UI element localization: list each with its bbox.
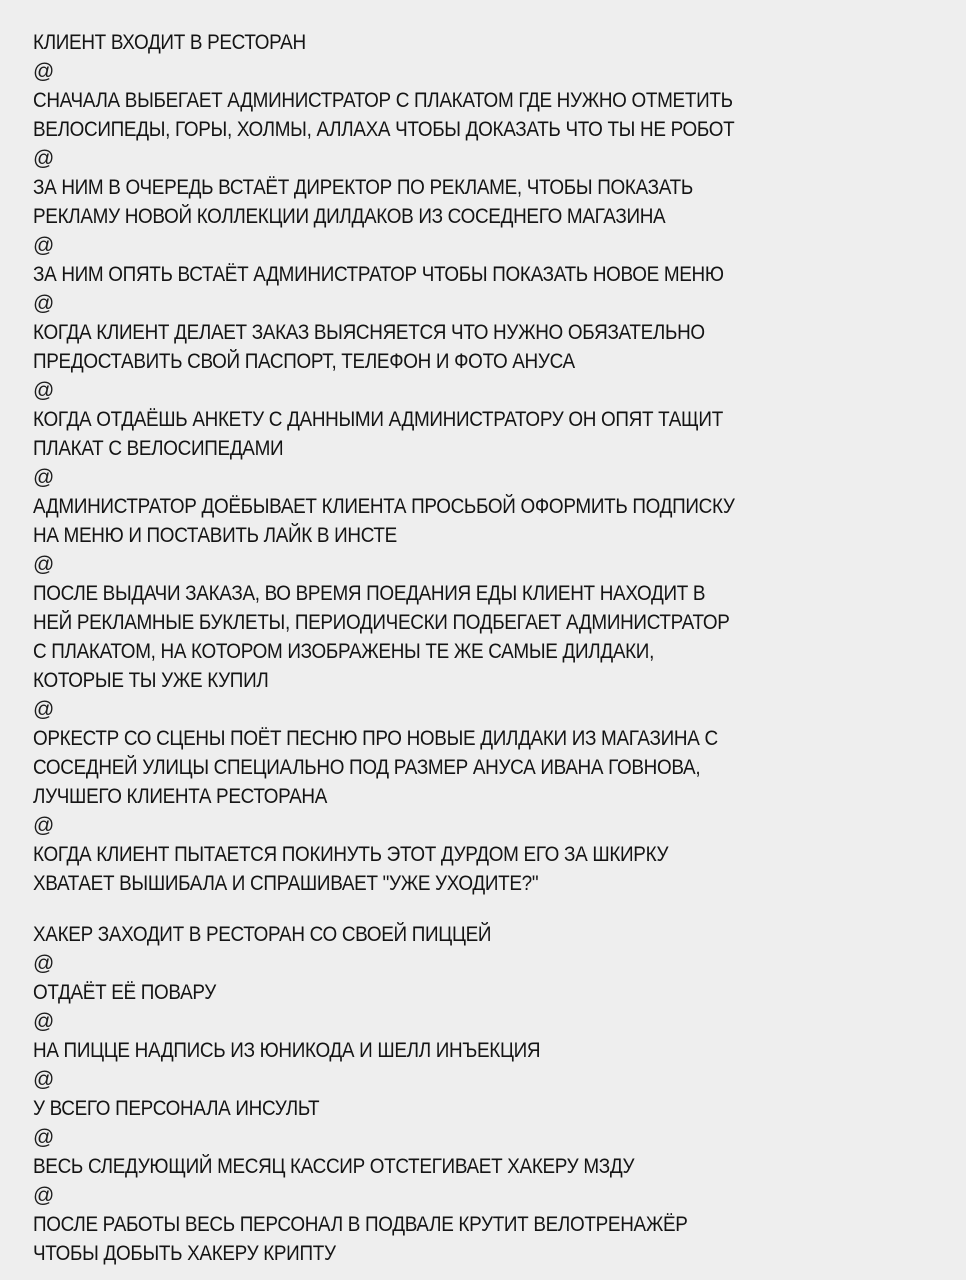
paragraph bbox=[33, 1210, 940, 1268]
text-line: ВЕСЬ СЛЕДУЮЩИЙ МЕСЯЦ КАССИР ОТСТЕГИВАЕТ ХАКЕРУ МЗДУ bbox=[33, 1155, 635, 1178]
separator-at: @ bbox=[33, 952, 55, 975]
text-line: НЕЙ РЕКЛАМНЫЕ БУКЛЕТЫ, ПЕРИОДИЧЕСКИ ПОДБЕГАЕТ АДМИНИСТРАТОР bbox=[33, 611, 730, 634]
separator-at: @ bbox=[33, 379, 55, 402]
text-line: ХВАТАЕТ ВЫШИБАЛА И СПРАШИВАЕТ "УЖЕ УХОДИТЕ?" bbox=[33, 872, 539, 895]
text-line: РЕКЛАМУ НОВОЙ КОЛЛЕКЦИИ ДИЛДАКОВ ИЗ СОСЕДНЕГО МАГАЗИНА bbox=[33, 205, 666, 228]
story-title: ХАКЕР ЗАХОДИТ В РЕСТОРАН СО СВОЕЙ ПИЦЦЕЙ bbox=[33, 923, 492, 946]
text-line: КОГДА ОТДАЁШЬ АНКЕТУ С ДАННЫМИ АДМИНИСТРАТОРУ ОН ОПЯТ ТАЩИТ bbox=[33, 408, 723, 431]
paragraph bbox=[33, 840, 940, 898]
separator-at: @ bbox=[33, 60, 55, 83]
separator-at: @ bbox=[33, 553, 55, 576]
story-title: КЛИЕНТ ВХОДИТ В РЕСТОРАН bbox=[33, 31, 306, 54]
text-line: СОСЕДНЕЙ УЛИЦЫ СПЕЦИАЛЬНО ПОД РАЗМЕР АНУСА ИВАНА ГОВНОВА, bbox=[33, 756, 701, 779]
text-line: ЛУЧШЕГО КЛИЕНТА РЕСТОРАНА bbox=[33, 785, 328, 808]
paragraph bbox=[33, 260, 940, 289]
paragraph bbox=[33, 1152, 940, 1181]
text-line: ЗА НИМ В ОЧЕРЕДЬ ВСТАЁТ ДИРЕКТОР ПО РЕКЛАМЕ, ЧТОБЫ ПОКАЗАТЬ bbox=[33, 176, 693, 199]
paragraph bbox=[33, 492, 940, 550]
text-line: ПОСЛЕ ВЫДАЧИ ЗАКАЗА, ВО ВРЕМЯ ПОЕДАНИЯ ЕДЫ КЛИЕНТ НАХОДИТ В bbox=[33, 582, 706, 605]
separator-at: @ bbox=[33, 814, 55, 837]
paragraph bbox=[33, 724, 940, 811]
separator-at: @ bbox=[33, 1126, 55, 1149]
paragraph bbox=[33, 1094, 940, 1123]
text-line: ЗА НИМ ОПЯТЬ ВСТАЁТ АДМИНИСТРАТОР ЧТОБЫ ПОКАЗАТЬ НОВОЕ МЕНЮ bbox=[33, 263, 724, 286]
separator-at: @ bbox=[33, 292, 55, 315]
text-line: НА МЕНЮ И ПОСТАВИТЬ ЛАЙК В ИНСТЕ bbox=[33, 524, 397, 547]
paragraph bbox=[33, 1036, 940, 1065]
text-line: ПЛАКАТ С ВЕЛОСИПЕДАМИ bbox=[33, 437, 284, 460]
story-hacker bbox=[33, 920, 940, 1268]
text-line: ПРЕДОСТАВИТЬ СВОЙ ПАСПОРТ, ТЕЛЕФОН И ФОТО АНУСА bbox=[33, 350, 575, 373]
separator-at: @ bbox=[33, 466, 55, 489]
story-restaurant bbox=[33, 28, 940, 898]
paragraph bbox=[33, 579, 940, 695]
separator-at: @ bbox=[33, 698, 55, 721]
paragraph bbox=[33, 405, 940, 463]
text-line: КОГДА КЛИЕНТ ДЕЛАЕТ ЗАКАЗ ВЫЯСНЯЕТСЯ ЧТО НУЖНО ОБЯЗАТЕЛЬНО bbox=[33, 321, 705, 344]
text-line: ЧТОБЫ ДОБЫТЬ ХАКЕРУ КРИПТУ bbox=[33, 1242, 336, 1265]
text-line: СНАЧАЛА ВЫБЕГАЕТ АДМИНИСТРАТОР С ПЛАКАТОМ ГДЕ НУЖНО ОТМЕТИТЬ bbox=[33, 89, 733, 112]
text-line: АДМИНИСТРАТОР ДОЁБЫВАЕТ КЛИЕНТА ПРОСЬБОЙ ОФОРМИТЬ ПОДПИСКУ bbox=[33, 495, 735, 518]
text-line: КОТОРЫЕ ТЫ УЖЕ КУПИЛ bbox=[33, 669, 269, 692]
paragraph bbox=[33, 318, 940, 376]
text-line: ОТДАЁТ ЕЁ ПОВАРУ bbox=[33, 981, 216, 1004]
text-line: ВЕЛОСИПЕДЫ, ГОРЫ, ХОЛМЫ, АЛЛАХА ЧТОБЫ ДОКАЗАТЬ ЧТО ТЫ НЕ РОБОТ bbox=[33, 118, 735, 141]
separator-at: @ bbox=[33, 234, 55, 257]
separator-at: @ bbox=[33, 1184, 55, 1207]
text-line: НА ПИЦЦЕ НАДПИСЬ ИЗ ЮНИКОДА И ШЕЛЛ ИНЪЕКЦИЯ bbox=[33, 1039, 541, 1062]
separator-at: @ bbox=[33, 147, 55, 170]
text-line: ПОСЛЕ РАБОТЫ ВЕСЬ ПЕРСОНАЛ В ПОДВАЛЕ КРУТИТ ВЕЛОТРЕНАЖЁР bbox=[33, 1213, 688, 1236]
paragraph bbox=[33, 173, 940, 231]
story-gap bbox=[33, 898, 940, 920]
paragraph bbox=[33, 978, 940, 1007]
paragraph bbox=[33, 86, 940, 144]
text-line: ОРКЕСТР СО СЦЕНЫ ПОЁТ ПЕСНЮ ПРО НОВЫЕ ДИЛДАКИ ИЗ МАГАЗИНА С bbox=[33, 727, 718, 750]
text-line: КОГДА КЛИЕНТ ПЫТАЕТСЯ ПОКИНУТЬ ЭТОТ ДУРДОМ ЕГО ЗА ШКИРКУ bbox=[33, 843, 669, 866]
text-line: С ПЛАКАТОМ, НА КОТОРОМ ИЗОБРАЖЕНЫ ТЕ ЖЕ САМЫЕ ДИЛДАКИ, bbox=[33, 640, 655, 663]
separator-at: @ bbox=[33, 1068, 55, 1091]
separator-at: @ bbox=[33, 1010, 55, 1033]
text-line: У ВСЕГО ПЕРСОНАЛА ИНСУЛЬТ bbox=[33, 1097, 320, 1120]
